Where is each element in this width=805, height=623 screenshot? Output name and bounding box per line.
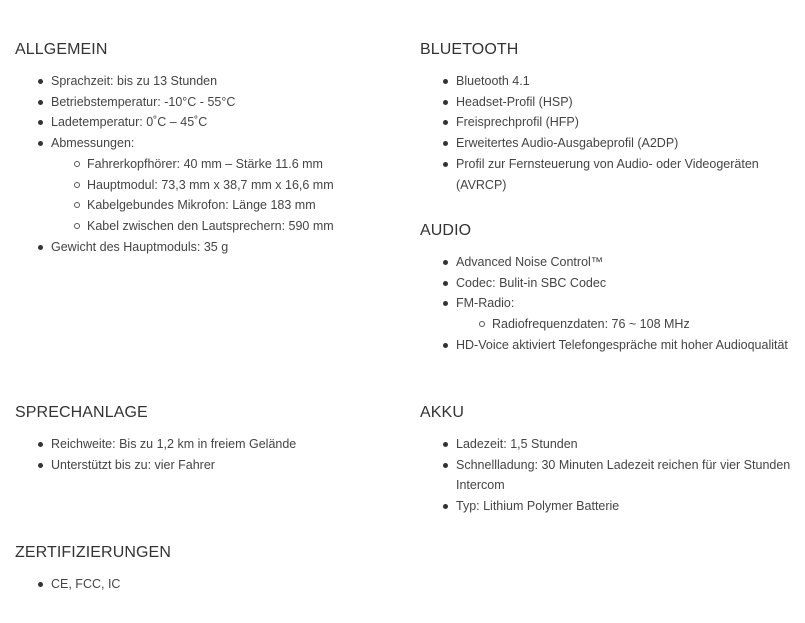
spec-list-zertifizierungen (15, 574, 395, 595)
list-item: Profil zur Fernsteuerung von Audio- oder Videogeräten (AVRCP) (420, 154, 805, 195)
section-heading-sprechanlage: SPRECHANLAGE (15, 404, 148, 421)
sublist-dimensions (51, 154, 395, 237)
list-item-abmessungen (15, 133, 395, 237)
sublist-item: Fahrerkopfhörer: 40 mm – Stärke 11.6 mm (51, 154, 395, 175)
section-bluetooth (420, 40, 805, 195)
list-item: Typ: Lithium Polymer Batterie (420, 496, 805, 517)
list-item: Ladetemperatur: 0˚C – 45˚C (15, 112, 395, 133)
list-item-label: Abmessungen: (51, 136, 135, 151)
list-item: CE, FCC, IC (15, 574, 395, 595)
section-heading-akku: AKKU (420, 404, 464, 421)
section-heading-bluetooth: BLUETOOTH (420, 41, 519, 58)
list-item-label: FM-Radio: (456, 296, 515, 311)
sublist-item: Radiofrequenzdaten: 76 ~ 108 MHz (456, 314, 805, 335)
list-item: Schnellladung: 30 Minuten Ladezeit reichen für vier Stunden Intercom (420, 455, 805, 496)
spec-list-sprechanlage (15, 434, 395, 475)
section-akku (420, 403, 805, 517)
section-audio (420, 221, 805, 356)
sublist-fm-radio (456, 314, 805, 335)
sublist-item: Kabelgebundes Mikrofon: Länge 183 mm (51, 195, 395, 216)
list-item: Codec: Bulit-in SBC Codec (420, 273, 805, 294)
section-allgemein (15, 40, 395, 257)
list-item: Erweitertes Audio-Ausgabeprofil (A2DP) (420, 133, 805, 154)
section-heading-audio: AUDIO (420, 222, 472, 239)
spec-list-akku (420, 434, 805, 517)
sublist-item: Hauptmodul: 73,3 mm x 38,7 mm x 16,6 mm (51, 175, 395, 196)
list-item: Headset-Profil (HSP) (420, 92, 805, 113)
list-item: Bluetooth 4.1 (420, 71, 805, 92)
section-heading-zertifizierungen: ZERTIFIZIERUNGEN (15, 544, 171, 561)
list-item: Betriebstemperatur: -10°C - 55°C (15, 92, 395, 113)
list-item: HD-Voice aktiviert Telefongespräche mit hoher Audioqualität (420, 335, 805, 356)
list-item: Freisprechprofil (HFP) (420, 112, 805, 133)
list-item: Reichweite: Bis zu 1,2 km in freiem Gelände (15, 434, 395, 455)
list-item: Ladezeit: 1,5 Stunden (420, 434, 805, 455)
list-item-fm-radio (420, 293, 805, 334)
section-zertifizierungen (15, 543, 395, 595)
list-item: Sprachzeit: bis zu 13 Stunden (15, 71, 395, 92)
spec-list-bluetooth (420, 71, 805, 195)
list-item: Gewicht des Hauptmoduls: 35 g (15, 237, 395, 258)
list-item: Unterstützt bis zu: vier Fahrer (15, 455, 395, 476)
sublist-item: Kabel zwischen den Lautsprechern: 590 mm (51, 216, 395, 237)
spec-list-allgemein (15, 71, 395, 257)
list-item: Advanced Noise Control™ (420, 252, 805, 273)
section-heading-allgemein: ALLGEMEIN (15, 41, 108, 58)
section-sprechanlage (15, 403, 395, 475)
spec-list-audio (420, 252, 805, 356)
